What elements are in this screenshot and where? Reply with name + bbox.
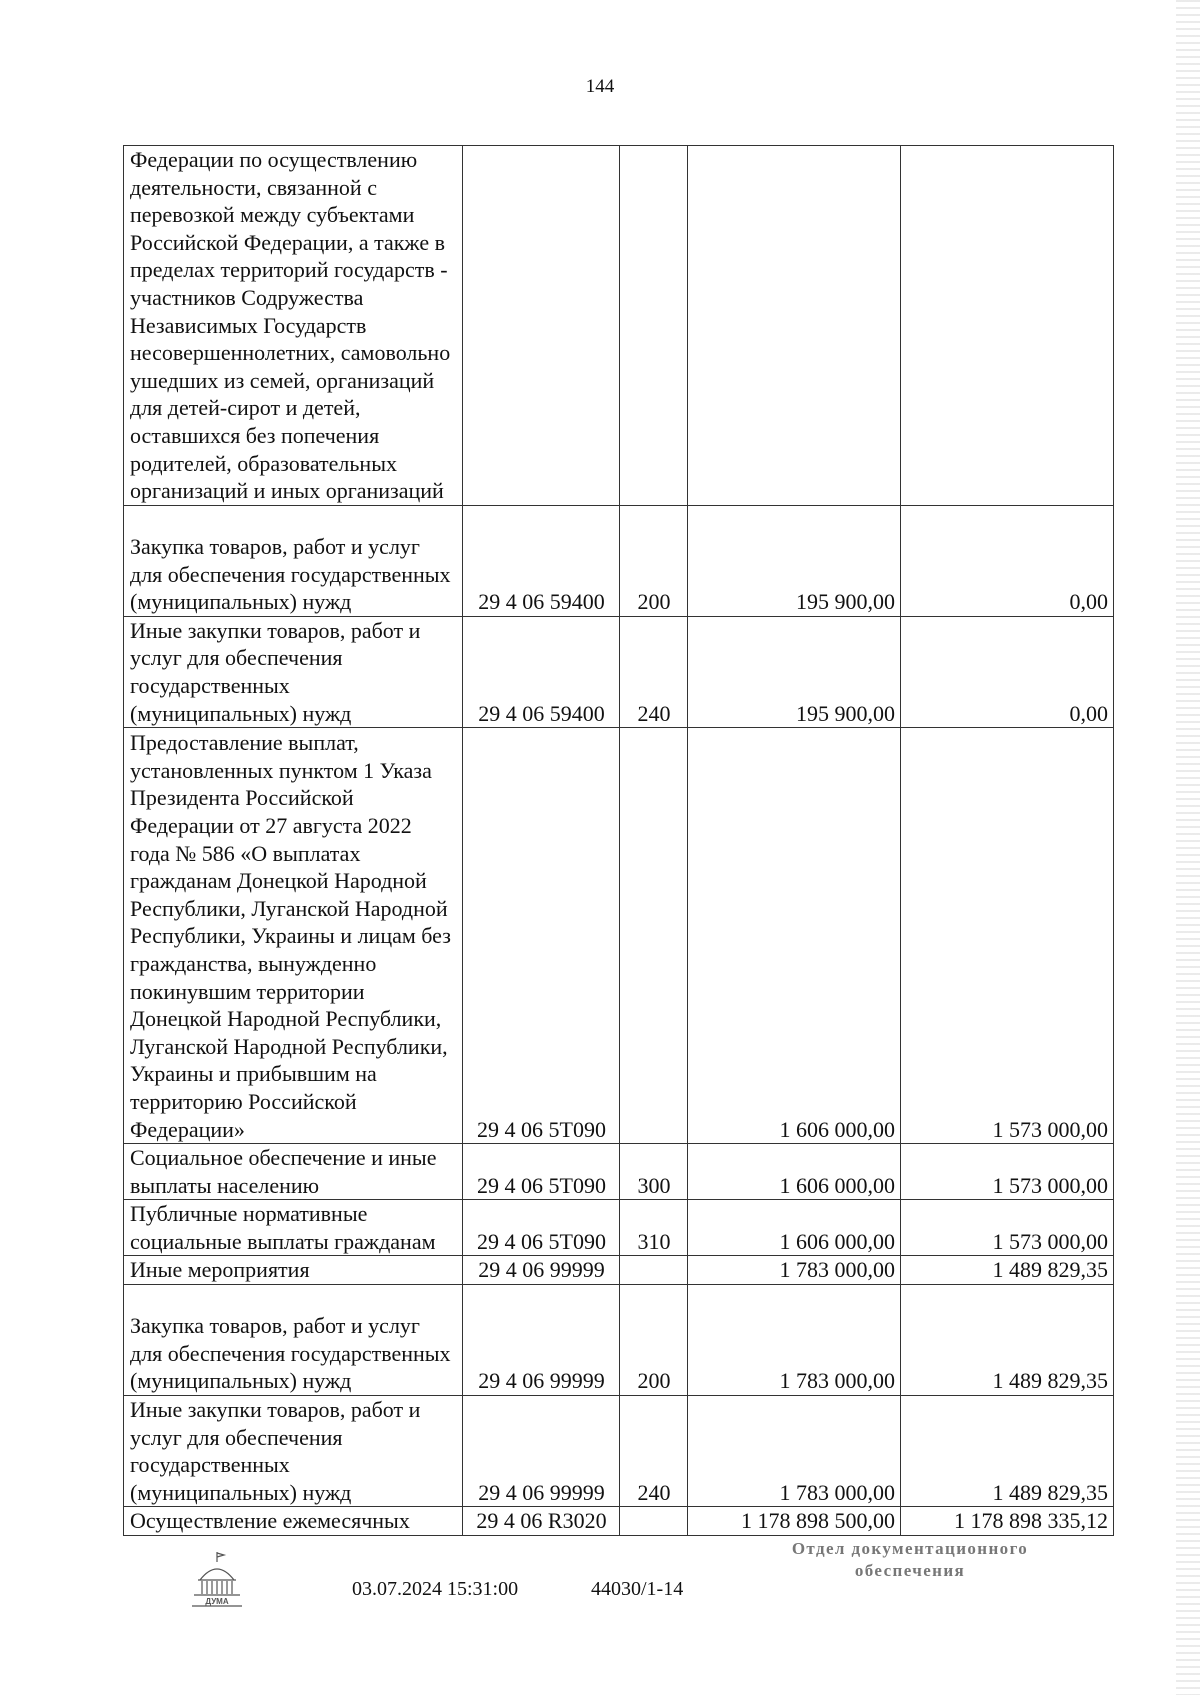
row-amount1-cell: 1 783 000,00 [688, 1256, 901, 1285]
row-amount2-cell: 1 573 000,00 [901, 728, 1114, 1144]
svg-text:ДУМА: ДУМА [205, 1597, 229, 1606]
row-code-cell: 29 4 06 5Т090 [463, 1144, 620, 1200]
row-code-cell: 29 4 06 99999 [463, 1285, 620, 1396]
row-type-cell: 310 [620, 1200, 688, 1256]
department-stamp [770, 1538, 1050, 1582]
row-type-cell: 300 [620, 1144, 688, 1200]
row-name-cell: Иные закупки товаров, работ и услуг для обеспечения государственных (муниципальных) нужд [124, 616, 463, 727]
row-code-cell: 29 4 06 59400 [463, 616, 620, 727]
table-row [124, 505, 1114, 616]
row-type-cell [620, 1256, 688, 1285]
scan-edge-artifact [1176, 0, 1200, 1695]
row-code-cell: 29 4 06 5Т090 [463, 1200, 620, 1256]
table-row [124, 1285, 1114, 1396]
stamp-line-2: обеспечения [854, 1561, 966, 1580]
row-type-cell [620, 1507, 688, 1536]
row-name-cell: Закупка товаров, работ и услуг для обеспечения государственных (муниципальных) нужд [124, 1285, 463, 1396]
row-name-cell: Осуществление ежемесячных [124, 1507, 463, 1536]
row-amount1-cell: 1 606 000,00 [688, 1144, 901, 1200]
row-amount2-cell: 0,00 [901, 616, 1114, 727]
table-row [124, 616, 1114, 727]
table-row [124, 1507, 1114, 1536]
row-amount2-cell: 0,00 [901, 505, 1114, 616]
row-type-cell [620, 728, 688, 1144]
page-number: 144 [585, 76, 615, 97]
row-code-cell: 29 4 06 99999 [463, 1256, 620, 1285]
row-name-cell: Публичные нормативные социальные выплаты гражданам [124, 1200, 463, 1256]
row-amount2-cell: 1 573 000,00 [901, 1200, 1114, 1256]
row-amount2-cell [901, 146, 1114, 506]
row-amount1-cell: 1 606 000,00 [688, 728, 901, 1144]
row-amount1-cell: 1 783 000,00 [688, 1396, 901, 1507]
row-type-cell: 240 [620, 1396, 688, 1507]
row-amount1-cell: 1 783 000,00 [688, 1285, 901, 1396]
row-amount1-cell: 195 900,00 [688, 616, 901, 727]
row-name-cell: Предоставление выплат, установленных пунктом 1 Указа Президента Российской Федерации от 27 августа 2022 года № 586 «О выплатах гражданам Донецкой Народной Республики, Луганской Народной Республики, Украины и лицам без гражданства, вынужденно покинувшим территории Донецкой Народной Республики, Луганской Народной Республики, Украины и прибывшим на территорию Российской Федерации» [124, 728, 463, 1144]
duma-building-logo-icon [188, 1550, 246, 1610]
row-amount1-cell [688, 146, 901, 506]
registration-number: 44030/1-14 [591, 1578, 684, 1600]
row-amount2-cell: 1 573 000,00 [901, 1144, 1114, 1200]
row-type-cell [620, 146, 688, 506]
stamp-line-1: Отдел документационного [791, 1539, 1029, 1558]
row-name-cell: Социальное обеспечение и иные выплаты населению [124, 1144, 463, 1200]
row-amount2-cell: 1 489 829,35 [901, 1285, 1114, 1396]
row-type-cell: 240 [620, 616, 688, 727]
row-type-cell: 200 [620, 1285, 688, 1396]
table-row [124, 146, 1114, 506]
table-row [124, 1256, 1114, 1285]
row-code-cell: 29 4 06 R3020 [463, 1507, 620, 1536]
row-type-cell: 200 [620, 505, 688, 616]
row-code-cell: 29 4 06 5Т090 [463, 728, 620, 1144]
row-amount1-cell: 1 178 898 500,00 [688, 1507, 901, 1536]
row-name-cell: Закупка товаров, работ и услуг для обеспечения государственных (муниципальных) нужд [124, 505, 463, 616]
row-amount2-cell: 1 178 898 335,12 [901, 1507, 1114, 1536]
document-timestamp: 03.07.2024 15:31:00 [352, 1578, 519, 1600]
row-code-cell [463, 146, 620, 506]
row-amount2-cell: 1 489 829,35 [901, 1256, 1114, 1285]
budget-table [123, 145, 1114, 1536]
table-row [124, 1144, 1114, 1200]
row-name-cell: Иные мероприятия [124, 1256, 463, 1285]
row-amount2-cell: 1 489 829,35 [901, 1396, 1114, 1507]
table-row [124, 728, 1114, 1144]
row-name-cell: Федерации по осуществлению деятельности, связанной с перевозкой между субъектами Российской Федерации, а также в пределах территорий государств - участников Содружества Независимых Государств несовершеннолетних, самовольно ушедших из семей, организаций для детей-сирот и детей, оставшихся без попечения родителей, образовательных организаций и иных организаций [124, 146, 463, 506]
row-amount1-cell: 1 606 000,00 [688, 1200, 901, 1256]
table-row [124, 1200, 1114, 1256]
table-row [124, 1396, 1114, 1507]
row-amount1-cell: 195 900,00 [688, 505, 901, 616]
row-code-cell: 29 4 06 59400 [463, 505, 620, 616]
row-code-cell: 29 4 06 99999 [463, 1396, 620, 1507]
row-name-cell: Иные закупки товаров, работ и услуг для обеспечения государственных (муниципальных) нужд [124, 1396, 463, 1507]
